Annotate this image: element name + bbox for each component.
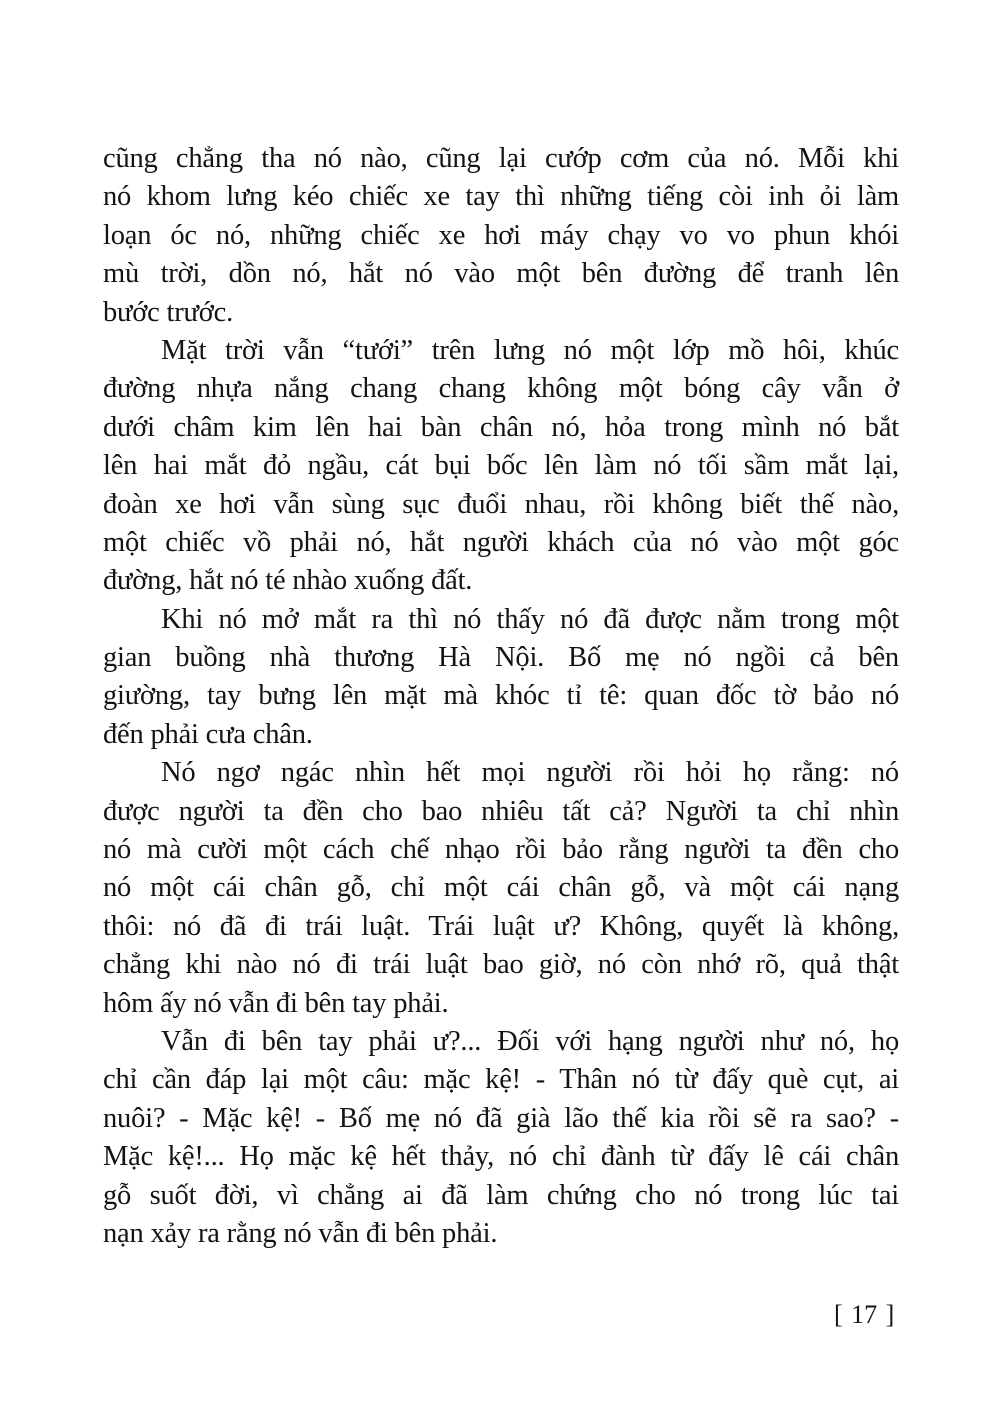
paragraph-3 [103, 601, 899, 755]
text-line: Khi nó mở mắt ra thì nó thấy nó đã được nằm trong một [161, 603, 899, 635]
text-line: hôm ấy nó vẫn đi bên tay phải. [103, 987, 449, 1019]
text-line: được người ta đền cho bao nhiêu tất cả? Người ta chỉ nhìn [103, 795, 899, 827]
text-line: đường, hắt nó té nhào xuống đất. [103, 565, 473, 597]
text-line: bước trước. [103, 296, 234, 328]
text-line: giường, tay bưng lên mặt mà khóc tỉ tê: quan đốc tờ bảo nó [103, 680, 899, 712]
paragraph-1 [103, 140, 899, 332]
text-line: nó mà cười một cách chế nhạo rồi bảo rằng người ta đền cho [103, 834, 899, 866]
text-line: đến phải cưa chân. [103, 718, 313, 750]
text-line: một chiếc vồ phải nó, hắt người khách của nó vào một góc [103, 526, 899, 558]
text-line: gỗ suốt đời, vì chẳng ai đã làm chứng cho nó trong lúc tai [103, 1179, 899, 1211]
text-line: nó khom lưng kéo chiếc xe tay thì những tiếng còi inh ỏi làm [103, 181, 899, 213]
text-line: Mặt trời vẫn “tưới” trên lưng nó một lớp mồ hôi, khúc [161, 334, 899, 366]
text-line: Nó ngơ ngác nhìn hết mọi người rồi hỏi họ rằng: nó [161, 757, 899, 789]
paragraph-5 [103, 1023, 899, 1253]
text-line: thôi: nó đã đi trái luật. Trái luật ư? Không, quyết là không, [103, 910, 899, 942]
text-line: chỉ cần đáp lại một câu: mặc kệ! - Thân nó từ đấy què cụt, ai [103, 1064, 899, 1096]
text-line: nuôi? - Mặc kệ! - Bố mẹ nó đã già lão thế kia rồi sẽ ra sao? - [103, 1102, 899, 1134]
text-line: nạn xảy ra rằng nó vẫn đi bên phải. [103, 1217, 498, 1249]
text-line: mù trời, dồn nó, hắt nó vào một bên đường để tranh lên [103, 258, 899, 290]
book-page-body [103, 140, 899, 1253]
text-line: Vẫn đi bên tay phải ư?... Đối với hạng người như nó, họ [161, 1025, 899, 1057]
paragraph-4 [103, 754, 899, 1023]
text-line: đường nhựa nắng chang chang không một bóng cây vẫn ở [103, 373, 899, 405]
text-line: cũng chẳng tha nó nào, cũng lại cướp cơm của nó. Mỗi khi [103, 143, 899, 174]
text-line: loạn óc nó, những chiếc xe hơi máy chạy vo vo phun khói [103, 219, 899, 251]
text-line: Mặc kệ!... Họ mặc kệ hết thảy, nó chỉ đành từ đấy lê cái chân [103, 1141, 899, 1173]
text-line: nó một cái chân gỗ, chỉ một cái chân gỗ, và một cái nạng [103, 872, 899, 904]
text-line: dưới châm kim lên hai bàn chân nó, hỏa trong mình nó bắt [103, 411, 899, 443]
text-line: chẳng khi nào nó đi trái luật bao giờ, nó còn nhớ rõ, quả thật [103, 949, 899, 981]
page-number: [ 17 ] [834, 1300, 895, 1329]
paragraph-2 [103, 332, 899, 601]
text-line: gian buồng nhà thương Hà Nội. Bố mẹ nó ngồi cả bên [103, 642, 899, 674]
text-line: đoàn xe hơi vẫn sùng sục đuổi nhau, rồi không biết thế nào, [103, 488, 899, 520]
text-line: lên hai mắt đỏ ngầu, cát bụi bốc lên làm nó tối sầm mắt lại, [103, 450, 899, 482]
